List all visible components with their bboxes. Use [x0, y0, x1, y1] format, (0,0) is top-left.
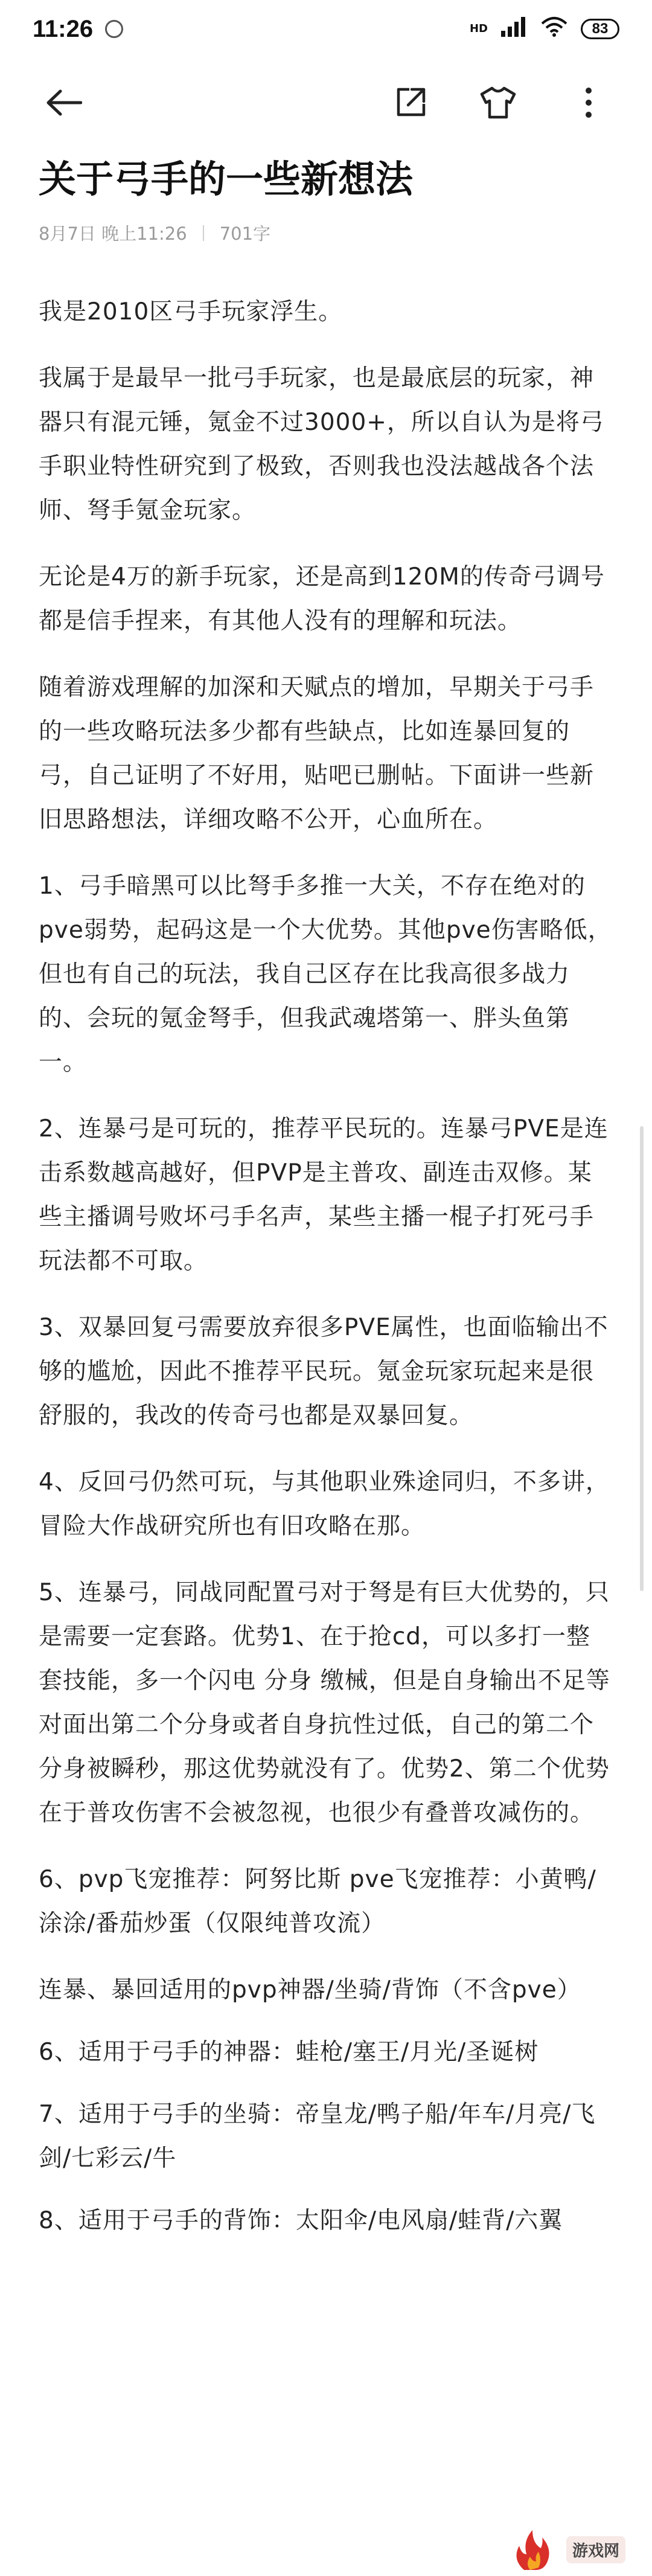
paragraph-equipment-heading: 连暴、暴回适用的pvp神器/坐骑/背饰（不含pve）: [39, 1976, 581, 2004]
paragraph-point-1: 1、弓手暗黑可以比弩手多推一大关，不存在绝对的pve弱势，起码这是一个大优势。其他pve伤害略低，但也有自己的玩法，我自己区存在比我高很多战力的、会玩的氪金弩手，但我武魂塔第一、胖头鱼第一。: [39, 873, 612, 1076]
notification-app-icon: [105, 20, 123, 38]
arrow-left-icon: [46, 89, 82, 116]
watermark-text: 游戏网: [566, 2536, 625, 2563]
back-button[interactable]: [40, 78, 88, 127]
paragraph-mounts: 7、适用于弓手的坐骑：帝皇龙/鸭子船/年车/月亮/飞剑/七彩云/牛: [39, 2101, 596, 2172]
share-button[interactable]: [386, 78, 435, 127]
share-icon: [394, 86, 427, 120]
top-nav-bar: [0, 66, 652, 139]
paragraph-background: 我属于是最早一批弓手玩家，也是最底层的玩家，神器只有混元锤，氪金不过3000+，所以自认为是将弓手职业特性研究到了极致，否则我也没法越战各个法师、弩手氪金玩家。: [39, 365, 604, 524]
watermark: [506, 2528, 625, 2571]
paragraph-point-5: 5、连暴弓，同战同配置弓对于弩是有巨大优势的，只是需要一定套路。优势1、在于抢cd，可以多打一整套技能，多一个闪电 分身 缴械，但是自身输出不足等对面出第二个分身或者自身抗性过低，自己的第二个分身被瞬秒，那这优势就没有了。优势2、第二个优势在于普攻伤害不会被忽视，也很少有叠普攻减伤的。: [39, 1579, 610, 1827]
article-date: 8月7日 晚上11:26: [39, 223, 187, 244]
meta-divider: [203, 225, 204, 241]
paragraph-point-2: 2、连暴弓是可玩的，推荐平民玩的。连暴弓PVE是连击系数越高越好，但PVP是主普攻、副连击双修。某些主播调号败坏弓手名声，某些主播一棍子打死弓手玩法都不可取。: [39, 1115, 609, 1275]
article-word-count: 701字: [219, 223, 271, 244]
article-body[interactable]: [39, 290, 613, 2261]
paragraph-intro: 我是2010区弓手玩家浮生。: [39, 298, 343, 325]
wifi-icon: [541, 16, 567, 42]
status-bar: [0, 0, 652, 58]
theme-button[interactable]: [474, 78, 522, 127]
paragraph-point-3: 3、双暴回复弓需要放弃很多PVE属性，也面临输出不够的尴尬，因此不推荐平民玩。氪金玩家玩起来是很舒服的，我改的传奇弓也都是双暴回复。: [39, 1314, 609, 1429]
scrollbar[interactable]: [640, 1126, 644, 1591]
more-vertical-icon: [584, 86, 593, 120]
status-left: [33, 16, 123, 43]
flame-logo-icon: [506, 2528, 560, 2571]
status-right: [470, 16, 619, 42]
paragraph-artifacts: 6、适用于弓手的神器：蛙枪/塞王/月光/圣诞树: [39, 2039, 539, 2066]
article-title: 关于弓手的一些新想法: [39, 157, 414, 201]
paragraph-point-4: 4、反回弓仍然可玩，与其他职业殊途同归，不多讲，冒险大作战研究所也有旧攻略在那。: [39, 1469, 610, 1540]
status-time: 11:26: [33, 15, 94, 42]
paragraph-understanding: 随着游戏理解的加深和天赋点的增加，早期关于弓手的一些攻略玩法多少都有些缺点，比如连暴回复的弓，自己证明了不好用，贴吧已删帖。下面讲一些新旧思路想法，详细攻略不公开，心血所在。: [39, 674, 595, 833]
signal-icon: [501, 16, 528, 42]
paragraph-players: 无论是4万的新手玩家，还是高到120M的传奇弓调号都是信手捏来，有其他人没有的理解和玩法。: [39, 563, 605, 635]
paragraph-pet-recommendation: 6、pvp飞宠推荐：阿努比斯 pve飞宠推荐：小黄鸭/涂涂/番茄炒蛋（仅限纯普攻流）: [39, 1866, 596, 1937]
more-options-button[interactable]: [564, 78, 613, 127]
paragraph-back-accessories: 8、适用于弓手的背饰：太阳伞/电风扇/蛙背/六翼: [39, 2207, 563, 2234]
battery-indicator: 83: [581, 19, 619, 39]
article-meta: [39, 220, 270, 245]
network-type-badge: HD: [469, 22, 488, 35]
shirt-icon: [480, 86, 516, 120]
